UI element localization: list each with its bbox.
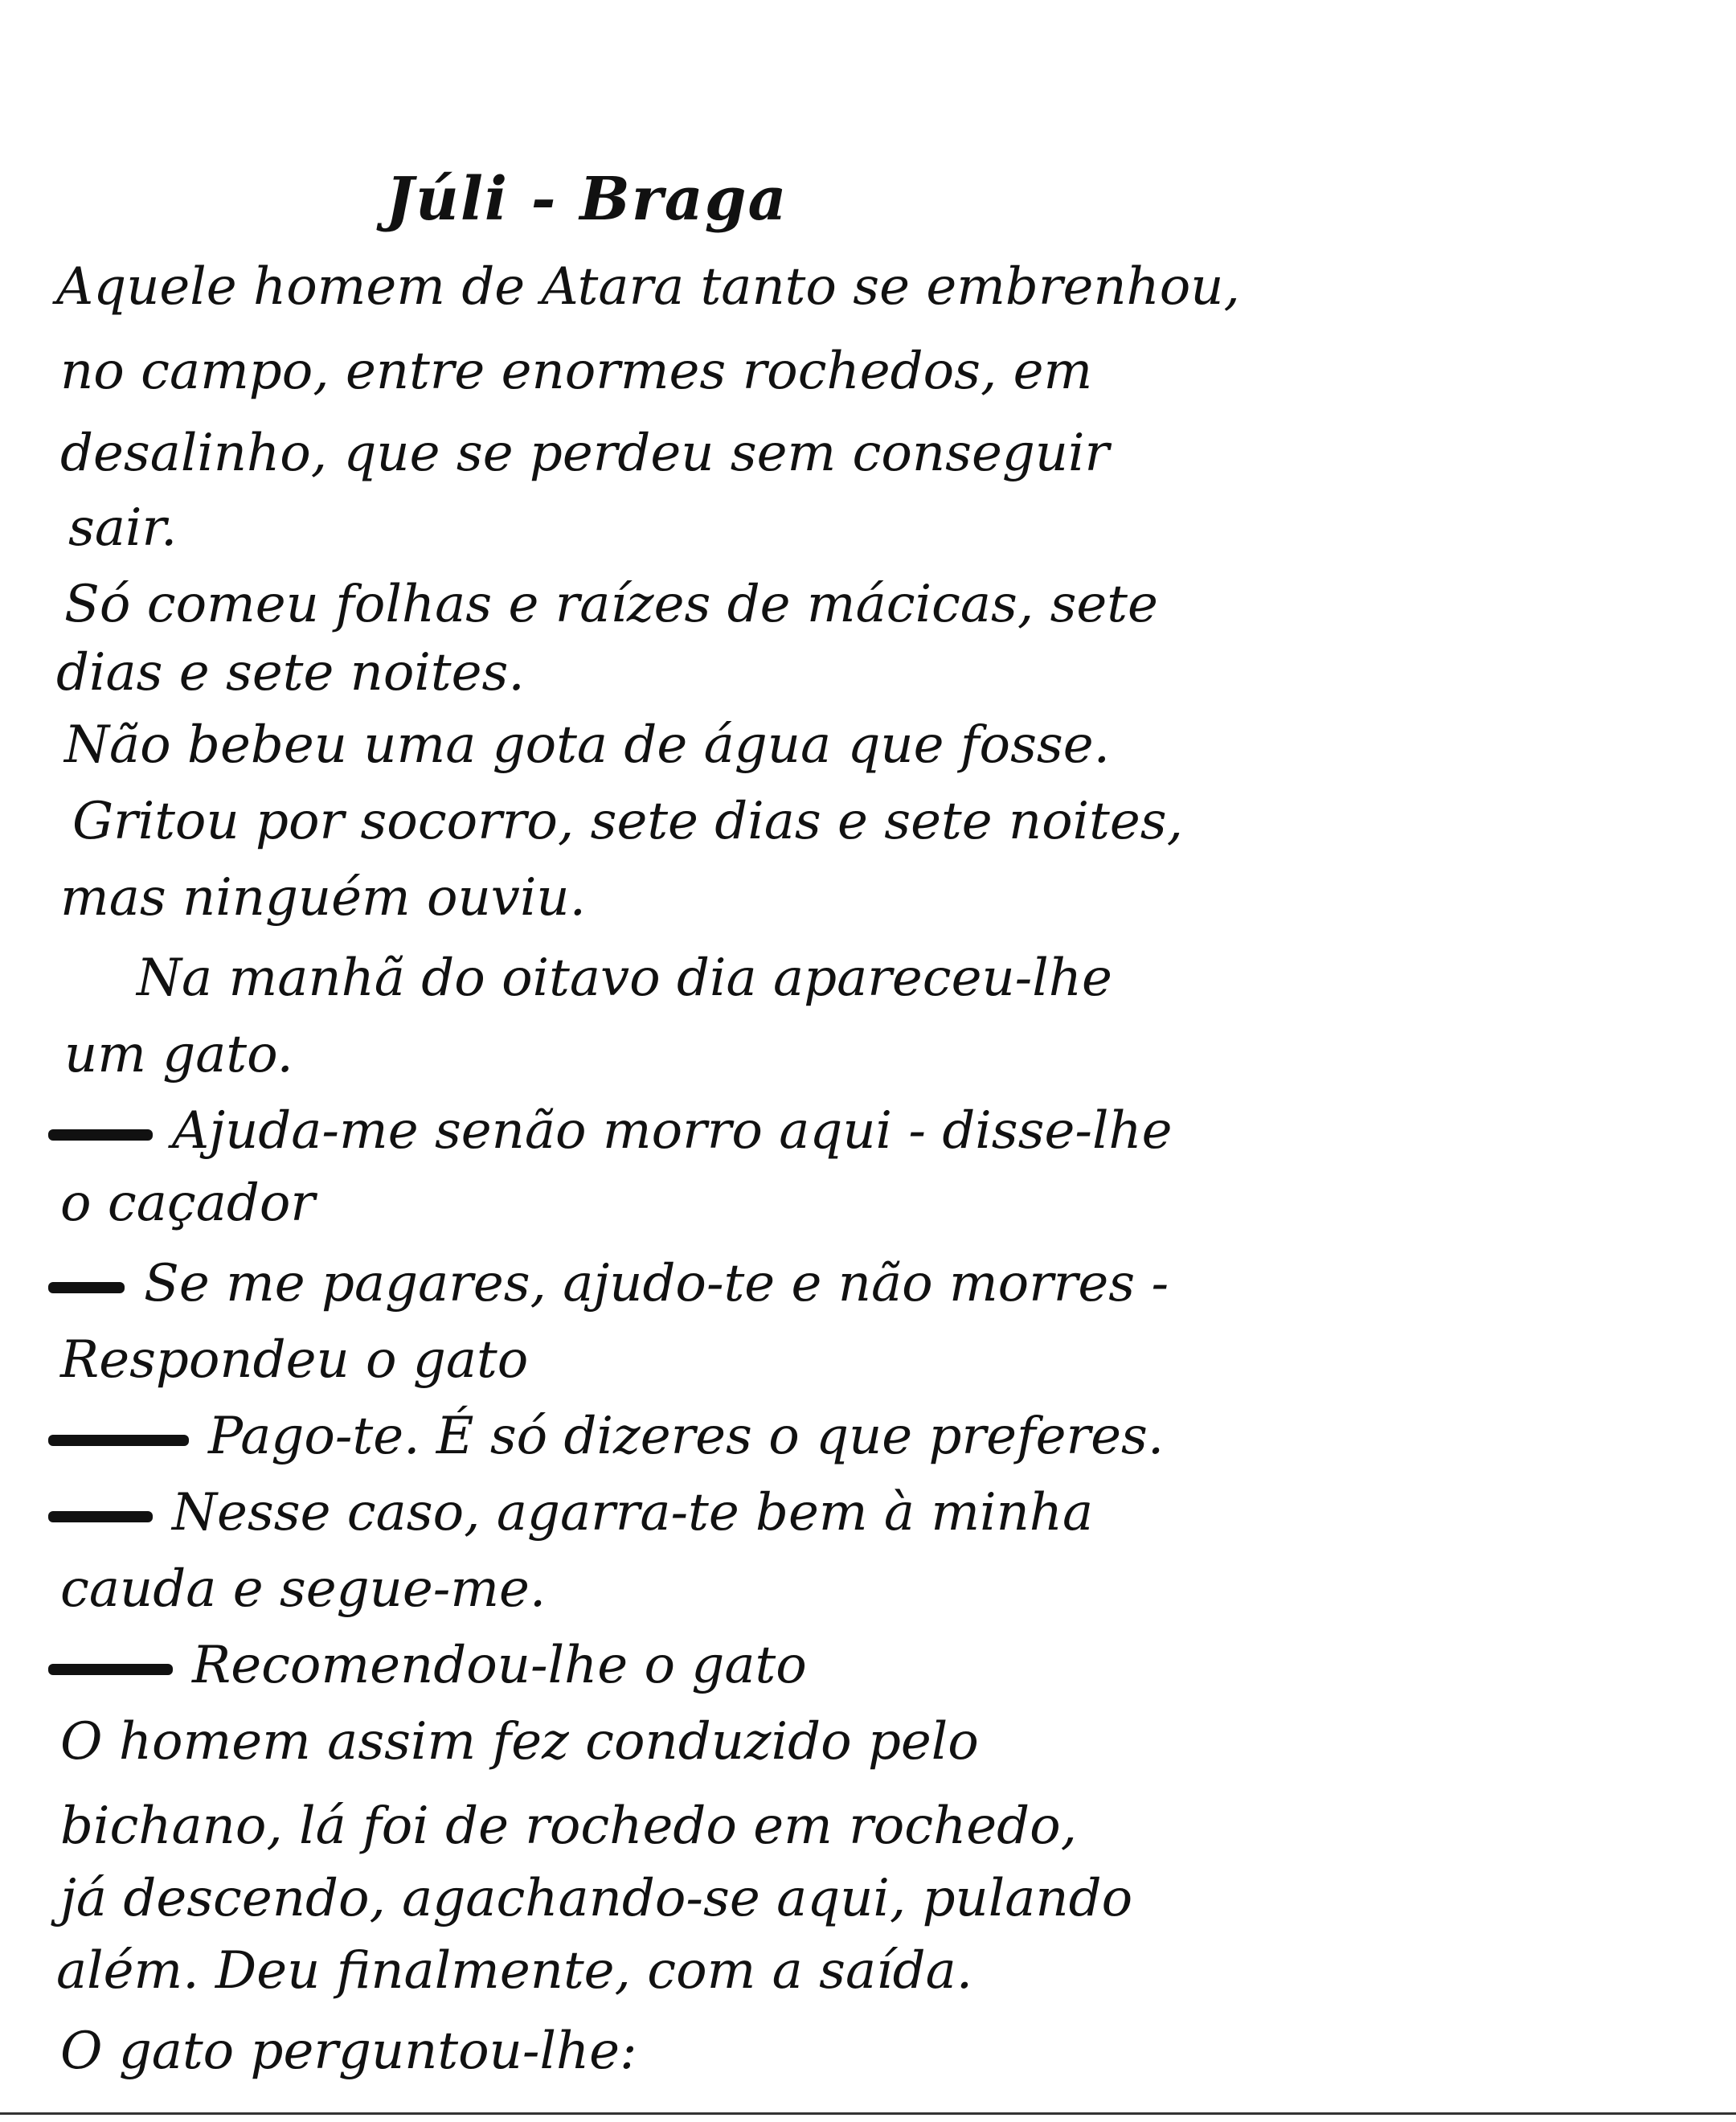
text-line: Só comeu folhas e raízes de mácicas, sete — [64, 575, 1158, 634]
dialogue-line — [48, 1636, 807, 1695]
dialogue-line — [48, 1407, 1165, 1466]
text-line: sair. — [68, 498, 178, 558]
text-line: o caçador — [60, 1174, 315, 1233]
text-line: Gritou por socorro, sete dias e sete noites, — [72, 792, 1183, 851]
text-line: dias e sete noites. — [56, 643, 525, 703]
dialogue-dash — [48, 1282, 125, 1293]
text-line: Ajuda-me senão morro aqui - disse-lhe — [172, 1101, 1173, 1161]
text-line: além. Deu finalmente, com a saída. — [56, 1941, 973, 2001]
dialogue-line — [48, 1101, 1173, 1161]
text-line: bichano, lá foi de rochedo em rochedo, — [60, 1796, 1077, 1856]
text-line: O gato perguntou-lhe: — [60, 2022, 637, 2081]
text-line: Nesse caso, agarra-te bem à minha — [172, 1483, 1094, 1542]
text-line: Na manhã do oitavo dia apareceu-lhe — [137, 948, 1112, 1008]
text-line: Pago-te. É só dizeres o que preferes. — [208, 1407, 1165, 1466]
dialogue-line — [48, 1254, 1169, 1313]
text-line: um gato. — [64, 1025, 293, 1084]
text-line: O homem assim fez conduzido pelo — [60, 1712, 979, 1772]
page-title: Júli - Braga — [386, 165, 788, 234]
dialogue-dash — [48, 1664, 173, 1675]
dialogue-dash — [48, 1511, 153, 1522]
text-line: no campo, entre enormes rochedos, em — [60, 342, 1093, 401]
text-line: desalinho, que se perdeu sem conseguir — [60, 424, 1110, 483]
text-line: Se me pagares, ajudo-te e não morres - — [144, 1254, 1169, 1313]
dialogue-dash — [48, 1435, 189, 1446]
text-line: Não bebeu uma gota de água que fosse. — [64, 715, 1110, 775]
text-line: Recomendou-lhe o gato — [192, 1636, 807, 1695]
text-line: Aquele homem de Atara tanto se embrenhou, — [56, 257, 1240, 317]
text-line: Respondeu o gato — [60, 1330, 529, 1390]
dialogue-line — [48, 1483, 1094, 1542]
text-line: cauda e segue-me. — [60, 1559, 547, 1619]
bottom-edge-line — [0, 2112, 1736, 2115]
text-line: mas ninguém ouviu. — [60, 868, 586, 928]
dialogue-dash — [48, 1129, 153, 1141]
text-line: já descendo, agachando-se aqui, pulando — [60, 1869, 1133, 1928]
